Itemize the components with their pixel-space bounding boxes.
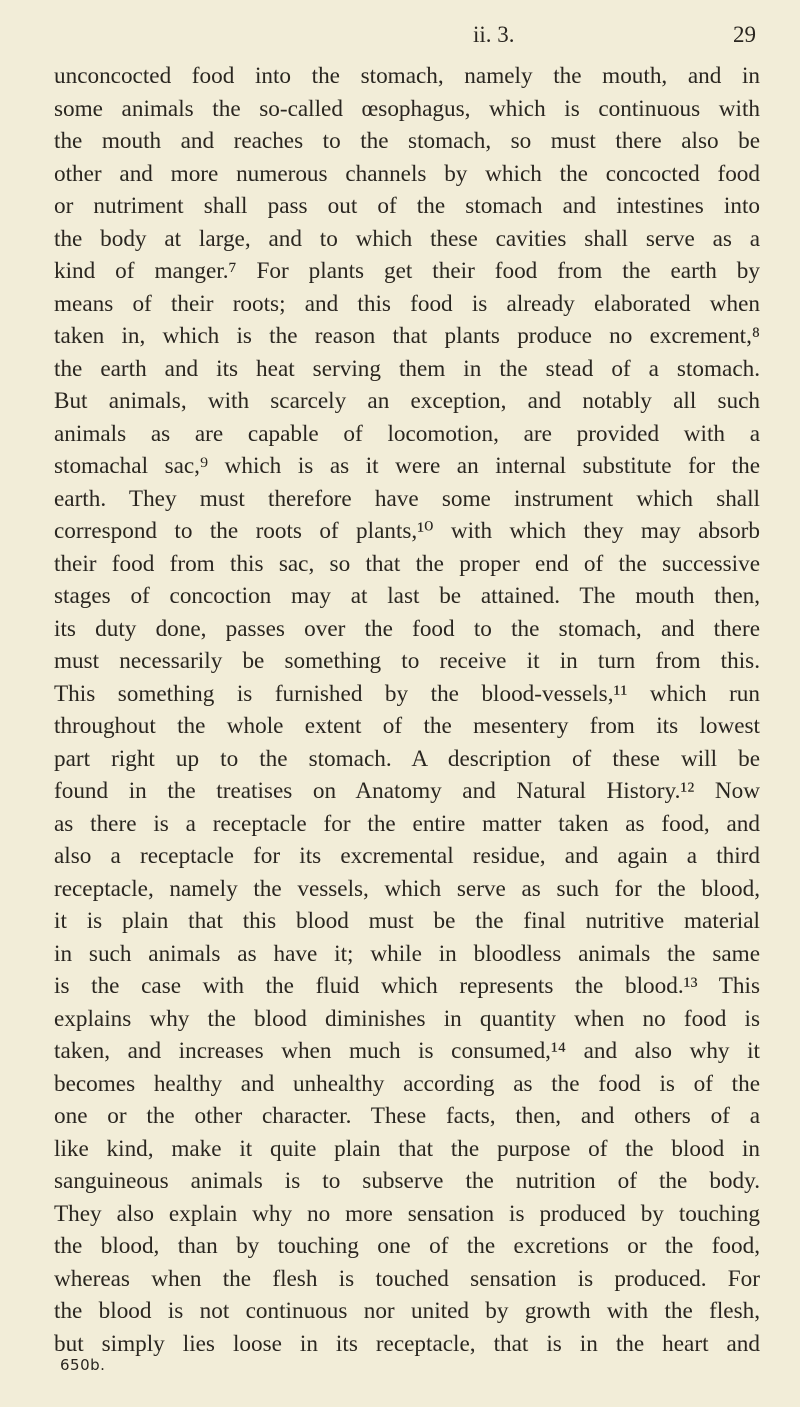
text-line: the mouth and reaches to the stomach, so must there also be	[54, 128, 760, 154]
text-line: This something is furnished by the blood-vessels,¹¹ which run	[54, 680, 760, 707]
text-line: means of their roots; and this food is already elaborated when	[54, 290, 760, 317]
text-line: the blood is not continuous nor united by growth with the flesh,	[54, 1298, 760, 1324]
text-line: found in the treatises on Anatomy and Natural History.¹² Now	[54, 778, 760, 804]
text-line: the blood, than by touching one of the excretions or the food,	[54, 1233, 760, 1259]
text-line: receptacle, namely the vessels, which serve as such for the blood,	[54, 875, 760, 902]
text-line: stomachal sac,⁹ which is as it were an internal substitute for the	[54, 453, 760, 479]
text-line: kind of manger.⁷ For plants get their food from the earth by	[54, 258, 760, 284]
text-line: like kind, make it quite plain that the purpose of the blood in	[54, 1135, 760, 1162]
text-line: stages of concoction may at last be attained. The mouth then,	[54, 583, 760, 609]
body-text	[54, 60, 760, 1360]
text-line: They also explain why no more sensation is produced by touching	[54, 1200, 760, 1227]
text-line: explains why the blood diminishes in quantity when no food is	[54, 1005, 760, 1032]
text-line: animals as are capable of locomotion, are provided with a	[54, 420, 760, 447]
text-line: one or the other character. These facts, then, and others of a	[54, 1103, 760, 1129]
text-line: also a receptacle for its excremental residue, and again a third	[54, 843, 760, 869]
text-line: in such animals as have it; while in bloodless animals the same	[54, 940, 760, 967]
text-line: the earth and its heat serving them in the stead of a stomach.	[54, 355, 760, 382]
text-line: whereas when the flesh is touched sensation is produced. For	[54, 1265, 760, 1292]
text-line: or nutriment shall pass out of the stomach and intestines into	[54, 193, 760, 219]
text-line: correspond to the roots of plants,¹⁰ with which they may absorb	[54, 518, 760, 544]
text-line: is the case with the fluid which represents the blood.¹³ This	[54, 973, 760, 999]
section-reference: ii. 3.	[473, 22, 515, 47]
text-line: taken in, which is the reason that plants produce no excrement,⁸	[54, 323, 760, 349]
text-line: as there is a receptacle for the entire matter taken as food, and	[54, 810, 760, 837]
text-line: part right up to the stomach. A description of these will be	[54, 745, 760, 772]
text-line: but simply lies loose in its receptacle, that is in the heart and	[54, 1330, 760, 1357]
text-line: the body at large, and to which these cavities shall serve as a	[54, 225, 760, 252]
text-line: unconcocted food into the stomach, namely the mouth, and in	[54, 63, 760, 89]
text-line: becomes healthy and unhealthy according as the food is of the	[54, 1070, 760, 1097]
text-line: sanguineous animals is to subserve the nutrition of the body.	[54, 1168, 760, 1194]
printer-signature: 650b.	[60, 1356, 106, 1374]
text-line: taken, and increases when much is consumed,¹⁴ and also why it	[54, 1038, 760, 1064]
text-line: its duty done, passes over the food to the stomach, and there	[54, 615, 760, 642]
text-line: their food from this sac, so that the proper end of the successive	[54, 550, 760, 577]
running-head	[0, 22, 800, 52]
text-line: earth. They must therefore have some instrument which shall	[54, 485, 760, 512]
text-line: other and more numerous channels by which the concocted food	[54, 160, 760, 187]
page-number: 29	[733, 22, 756, 47]
text-line: some animals the so-called œsophagus, which is continuous with	[54, 95, 760, 122]
text-line: must necessarily be something to receive it in turn from this.	[54, 648, 760, 674]
text-line: it is plain that this blood must be the final nutritive material	[54, 908, 760, 934]
text-line: throughout the whole extent of the mesentery from its lowest	[54, 713, 760, 739]
text-line: But animals, with scarcely an exception, and notably all such	[54, 388, 760, 414]
